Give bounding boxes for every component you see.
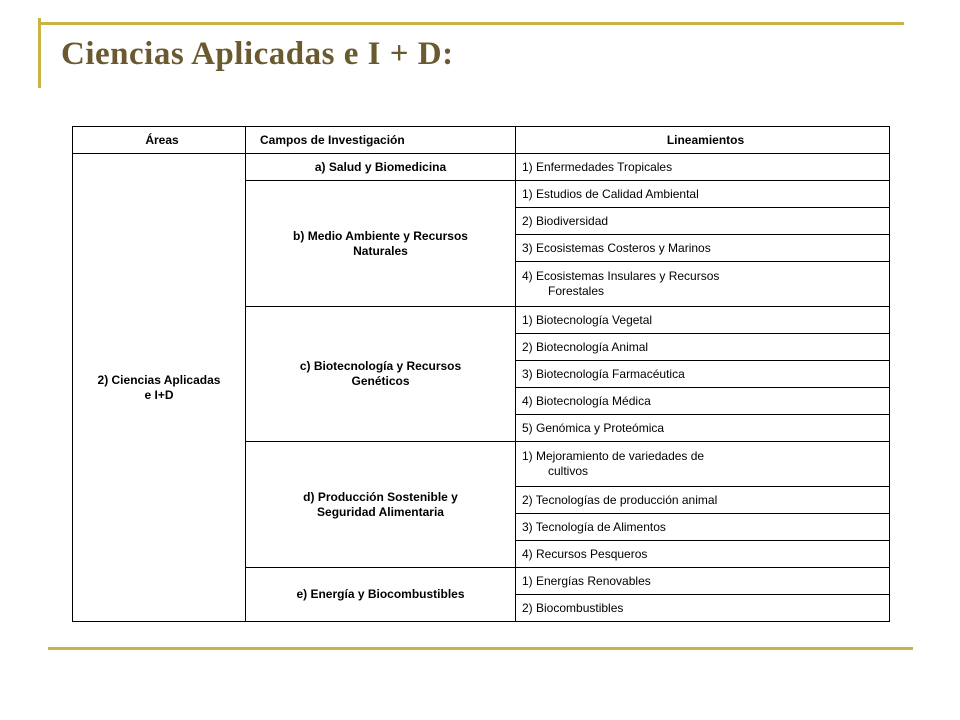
campo-label-line1: d) Producción Sostenible y: [303, 489, 458, 504]
lineamiento-cell: [516, 442, 890, 487]
lineamiento-cell: [516, 262, 890, 307]
left-rule: [38, 18, 41, 88]
lineamiento-cell: 1) Biotecnología Vegetal: [516, 307, 890, 334]
campo-cell-b: [246, 181, 516, 307]
area-label-line2: e I+D: [144, 387, 174, 402]
campo-label-line2: Naturales: [353, 243, 408, 258]
lineamiento-cell: 4) Recursos Pesqueros: [516, 541, 890, 568]
lineamiento-cell: 1) Enfermedades Tropicales: [516, 154, 890, 181]
lineamiento-cell: 3) Tecnología de Alimentos: [516, 514, 890, 541]
lineamiento-text-cont: Forestales: [548, 284, 605, 298]
header-campos: Campos de Investigación: [246, 127, 516, 154]
campo-cell-d: [246, 442, 516, 568]
lineamiento-cell: 4) Biotecnología Médica: [516, 388, 890, 415]
lineamiento-cell: 2) Biodiversidad: [516, 208, 890, 235]
campo-cell-c: [246, 307, 516, 442]
top-rule: [40, 22, 904, 25]
lineamiento-cell: 5) Genómica y Proteómica: [516, 415, 890, 442]
lineamiento-cell: 2) Tecnologías de producción animal: [516, 487, 890, 514]
campo-label-line2: Genéticos: [351, 374, 410, 388]
campo-label-line1: b) Medio Ambiente y Recursos: [293, 228, 468, 243]
lineamiento-text: 4) Ecosistemas Insulares y Recursos: [522, 269, 720, 283]
campo-label-line2: Seguridad Alimentaria: [317, 504, 444, 519]
header-lineamientos: Lineamientos: [516, 127, 890, 154]
lineamiento-cell: 3) Biotecnología Farmacéutica: [516, 361, 890, 388]
research-lines-table: [72, 126, 890, 622]
area-cell: [73, 154, 246, 622]
area-label-line1: 2) Ciencias Aplicadas: [97, 372, 221, 387]
lineamiento-text-cont: cultivos: [548, 464, 589, 478]
bottom-rule: [48, 647, 913, 650]
lineamiento-text: 1) Mejoramiento de variedades de: [522, 449, 705, 463]
campo-label: a) Salud y Biomedicina: [314, 159, 447, 174]
table-row: [73, 154, 890, 181]
lineamiento-cell: 1) Energías Renovables: [516, 568, 890, 595]
lineamiento-cell: 1) Estudios de Calidad Ambiental: [516, 181, 890, 208]
campo-label: e) Energía y Biocombustibles: [296, 587, 465, 601]
lineamiento-cell: 3) Ecosistemas Costeros y Marinos: [516, 235, 890, 262]
lineamiento-cell: 2) Biocombustibles: [516, 595, 890, 622]
campo-label-line1: c) Biotecnología y Recursos: [299, 359, 462, 373]
campo-cell-a: [246, 154, 516, 181]
slide-title: Ciencias Aplicadas e I + D:: [61, 36, 454, 72]
table-header-row: [73, 127, 890, 154]
header-areas: Áreas: [73, 127, 246, 154]
campo-cell-e: [246, 568, 516, 622]
lineamiento-cell: 2) Biotecnología Animal: [516, 334, 890, 361]
